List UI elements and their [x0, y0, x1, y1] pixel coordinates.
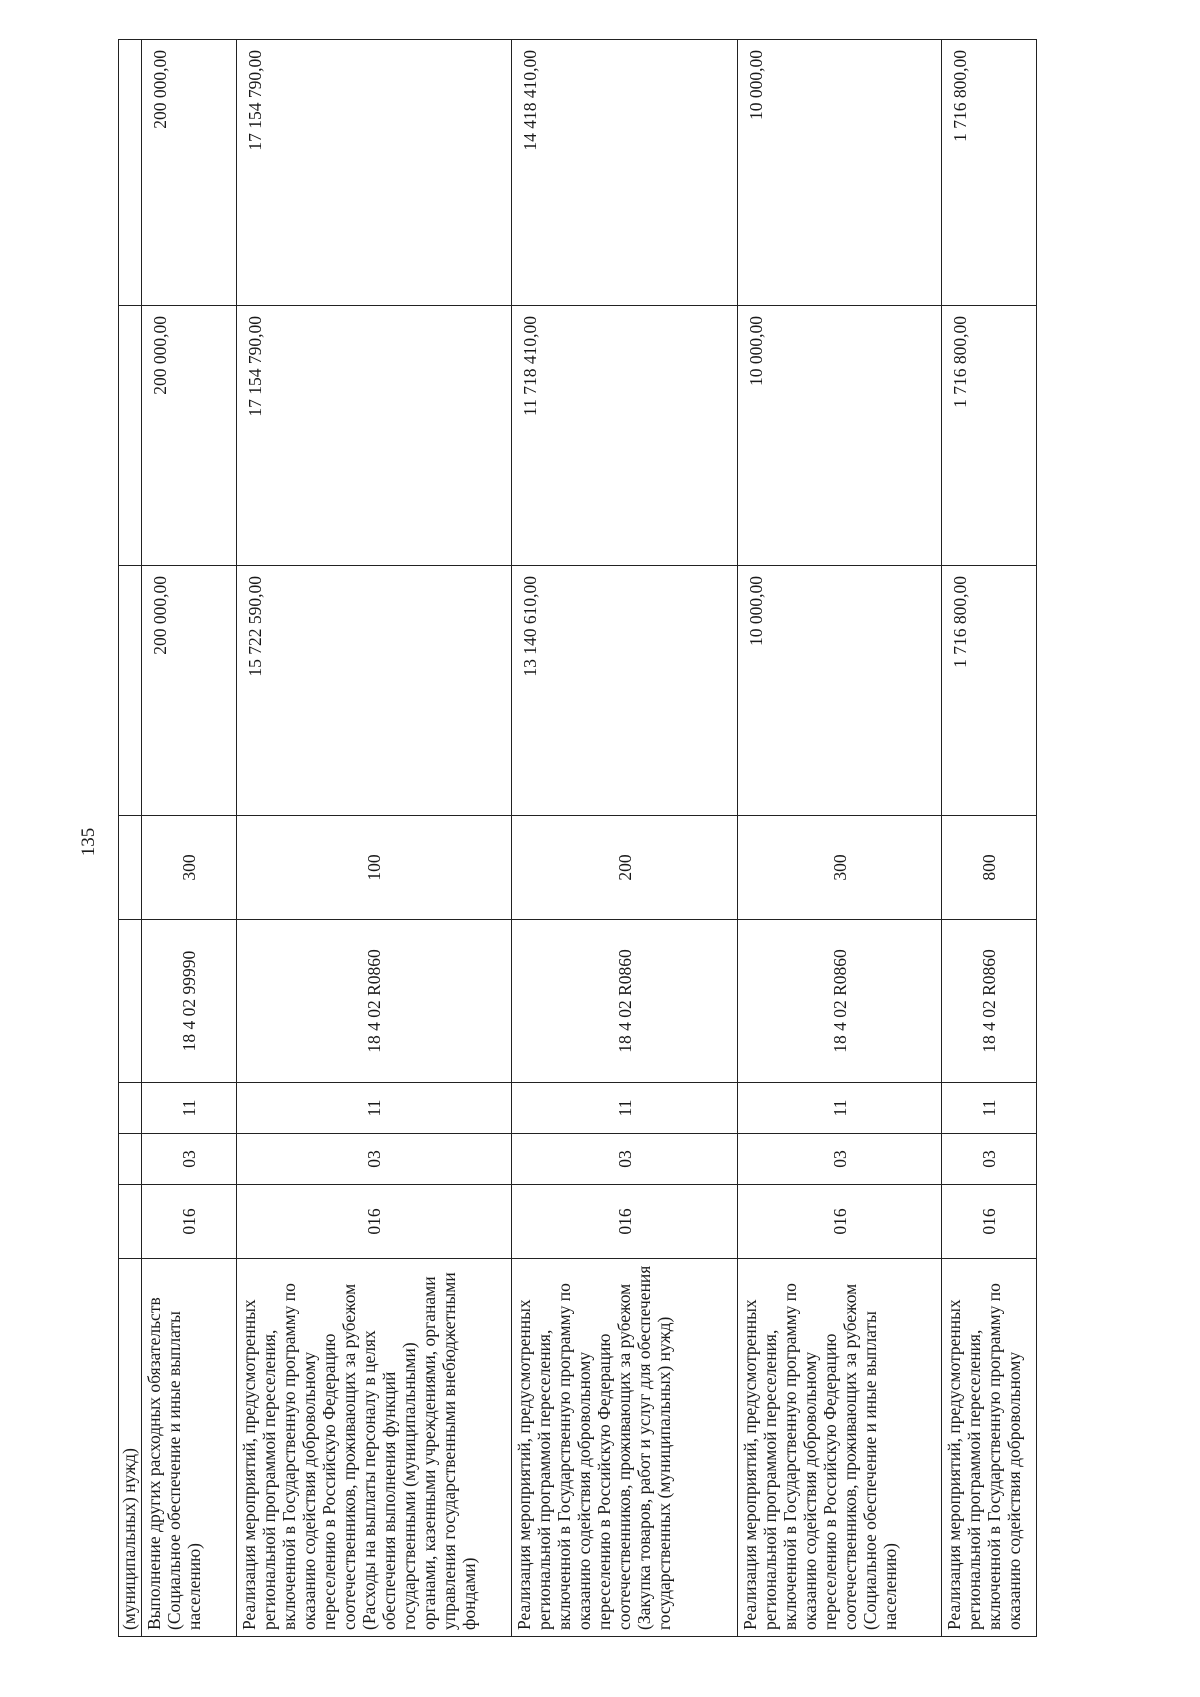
table-row — [119, 40, 142, 1637]
ministry-code: 016 — [142, 1185, 237, 1259]
amount-year-3: 10 000,00 — [738, 40, 942, 306]
amount-year-1: 13 140 610,00 — [512, 566, 738, 816]
amount-year-3: 200 000,00 — [142, 40, 237, 306]
amount-year-2: 10 000,00 — [738, 306, 942, 566]
expense-type: 800 — [942, 816, 1037, 920]
row-name: (муниципальных) нужд) — [119, 1259, 142, 1637]
subsection-code: 11 — [942, 1083, 1037, 1134]
table-row — [237, 40, 512, 1637]
row-name: Реализация мероприятий, предусмотренных региональной программой переселения, включенной в Государственную программу по оказанию содействия добровольному — [942, 1259, 1037, 1637]
amount-year-2: 17 154 790,00 — [237, 306, 512, 566]
table-row — [942, 40, 1037, 1637]
table-row — [512, 40, 738, 1637]
target-article: 18 4 02 R0860 — [512, 920, 738, 1083]
ministry-code: 016 — [512, 1185, 738, 1259]
target-article: 18 4 02 R0860 — [942, 920, 1037, 1083]
budget-table — [118, 39, 1037, 1637]
ministry-code: 016 — [942, 1185, 1037, 1259]
amount-year-1: 200 000,00 — [142, 566, 237, 816]
section-code: 03 — [237, 1134, 512, 1185]
amount-year-2: 1 716 800,00 — [942, 306, 1037, 566]
table-row — [738, 40, 942, 1637]
row-name: Реализация мероприятий, предусмотренных региональной программой переселения, включенной в Государственную программу по оказанию содействия добровольному переселению в Российскую Федерацию соотечественников, проживающих за рубежом (Расходы на выплаты персоналу в целях обеспечения выполнения функций государственными (муниципальными) органами, казенными учреждениями, органами управления государственными внебюджетными фондами) — [237, 1259, 512, 1637]
subsection-code — [119, 1083, 142, 1134]
amount-year-1: 10 000,00 — [738, 566, 942, 816]
amount-year-2: 200 000,00 — [142, 306, 237, 566]
amount-year-1: 1 716 800,00 — [942, 566, 1037, 816]
subsection-code: 11 — [512, 1083, 738, 1134]
target-article — [119, 920, 142, 1083]
amount-year-3: 14 418 410,00 — [512, 40, 738, 306]
section-code: 03 — [942, 1134, 1037, 1185]
subsection-code: 11 — [738, 1083, 942, 1134]
expense-type: 300 — [142, 816, 237, 920]
expense-type — [119, 816, 142, 920]
section-code — [119, 1134, 142, 1185]
section-code: 03 — [738, 1134, 942, 1185]
target-article: 18 4 02 R0860 — [738, 920, 942, 1083]
row-name: Реализация мероприятий, предусмотренных региональной программой переселения, включенной в Государственную программу по оказанию содействия добровольному переселению в Российскую Федерацию соотечественников, проживающих за рубежом (Социальное обеспечение и иные выплаты населению) — [738, 1259, 942, 1637]
amount-year-3 — [119, 40, 142, 306]
expense-type: 300 — [738, 816, 942, 920]
amount-year-2 — [119, 306, 142, 566]
section-code: 03 — [142, 1134, 237, 1185]
amount-year-1: 15 722 590,00 — [237, 566, 512, 816]
target-article: 18 4 02 R0860 — [237, 920, 512, 1083]
amount-year-3: 17 154 790,00 — [237, 40, 512, 306]
row-name: Выполнение других расходных обязательств (Социальное обеспечение и иные выплаты населению) — [142, 1259, 237, 1637]
expense-type: 200 — [512, 816, 738, 920]
expense-type: 100 — [237, 816, 512, 920]
page-number: 135 — [78, 827, 99, 857]
amount-year-1 — [119, 566, 142, 816]
table-row — [142, 40, 237, 1637]
subsection-code: 11 — [142, 1083, 237, 1134]
target-article: 18 4 02 99990 — [142, 920, 237, 1083]
subsection-code: 11 — [237, 1083, 512, 1134]
section-code: 03 — [512, 1134, 738, 1185]
amount-year-2: 11 718 410,00 — [512, 306, 738, 566]
amount-year-3: 1 716 800,00 — [942, 40, 1037, 306]
row-name: Реализация мероприятий, предусмотренных региональной программой переселения, включенной в Государственную программу по оказанию содействия добровольному переселению в Российскую Федерацию соотечественников, проживающих за рубежом (Закупка товаров, работ и услуг для обеспечения государственных (муниципальных) нужд) — [512, 1259, 738, 1637]
ministry-code: 016 — [738, 1185, 942, 1259]
ministry-code: 016 — [237, 1185, 512, 1259]
ministry-code — [119, 1185, 142, 1259]
